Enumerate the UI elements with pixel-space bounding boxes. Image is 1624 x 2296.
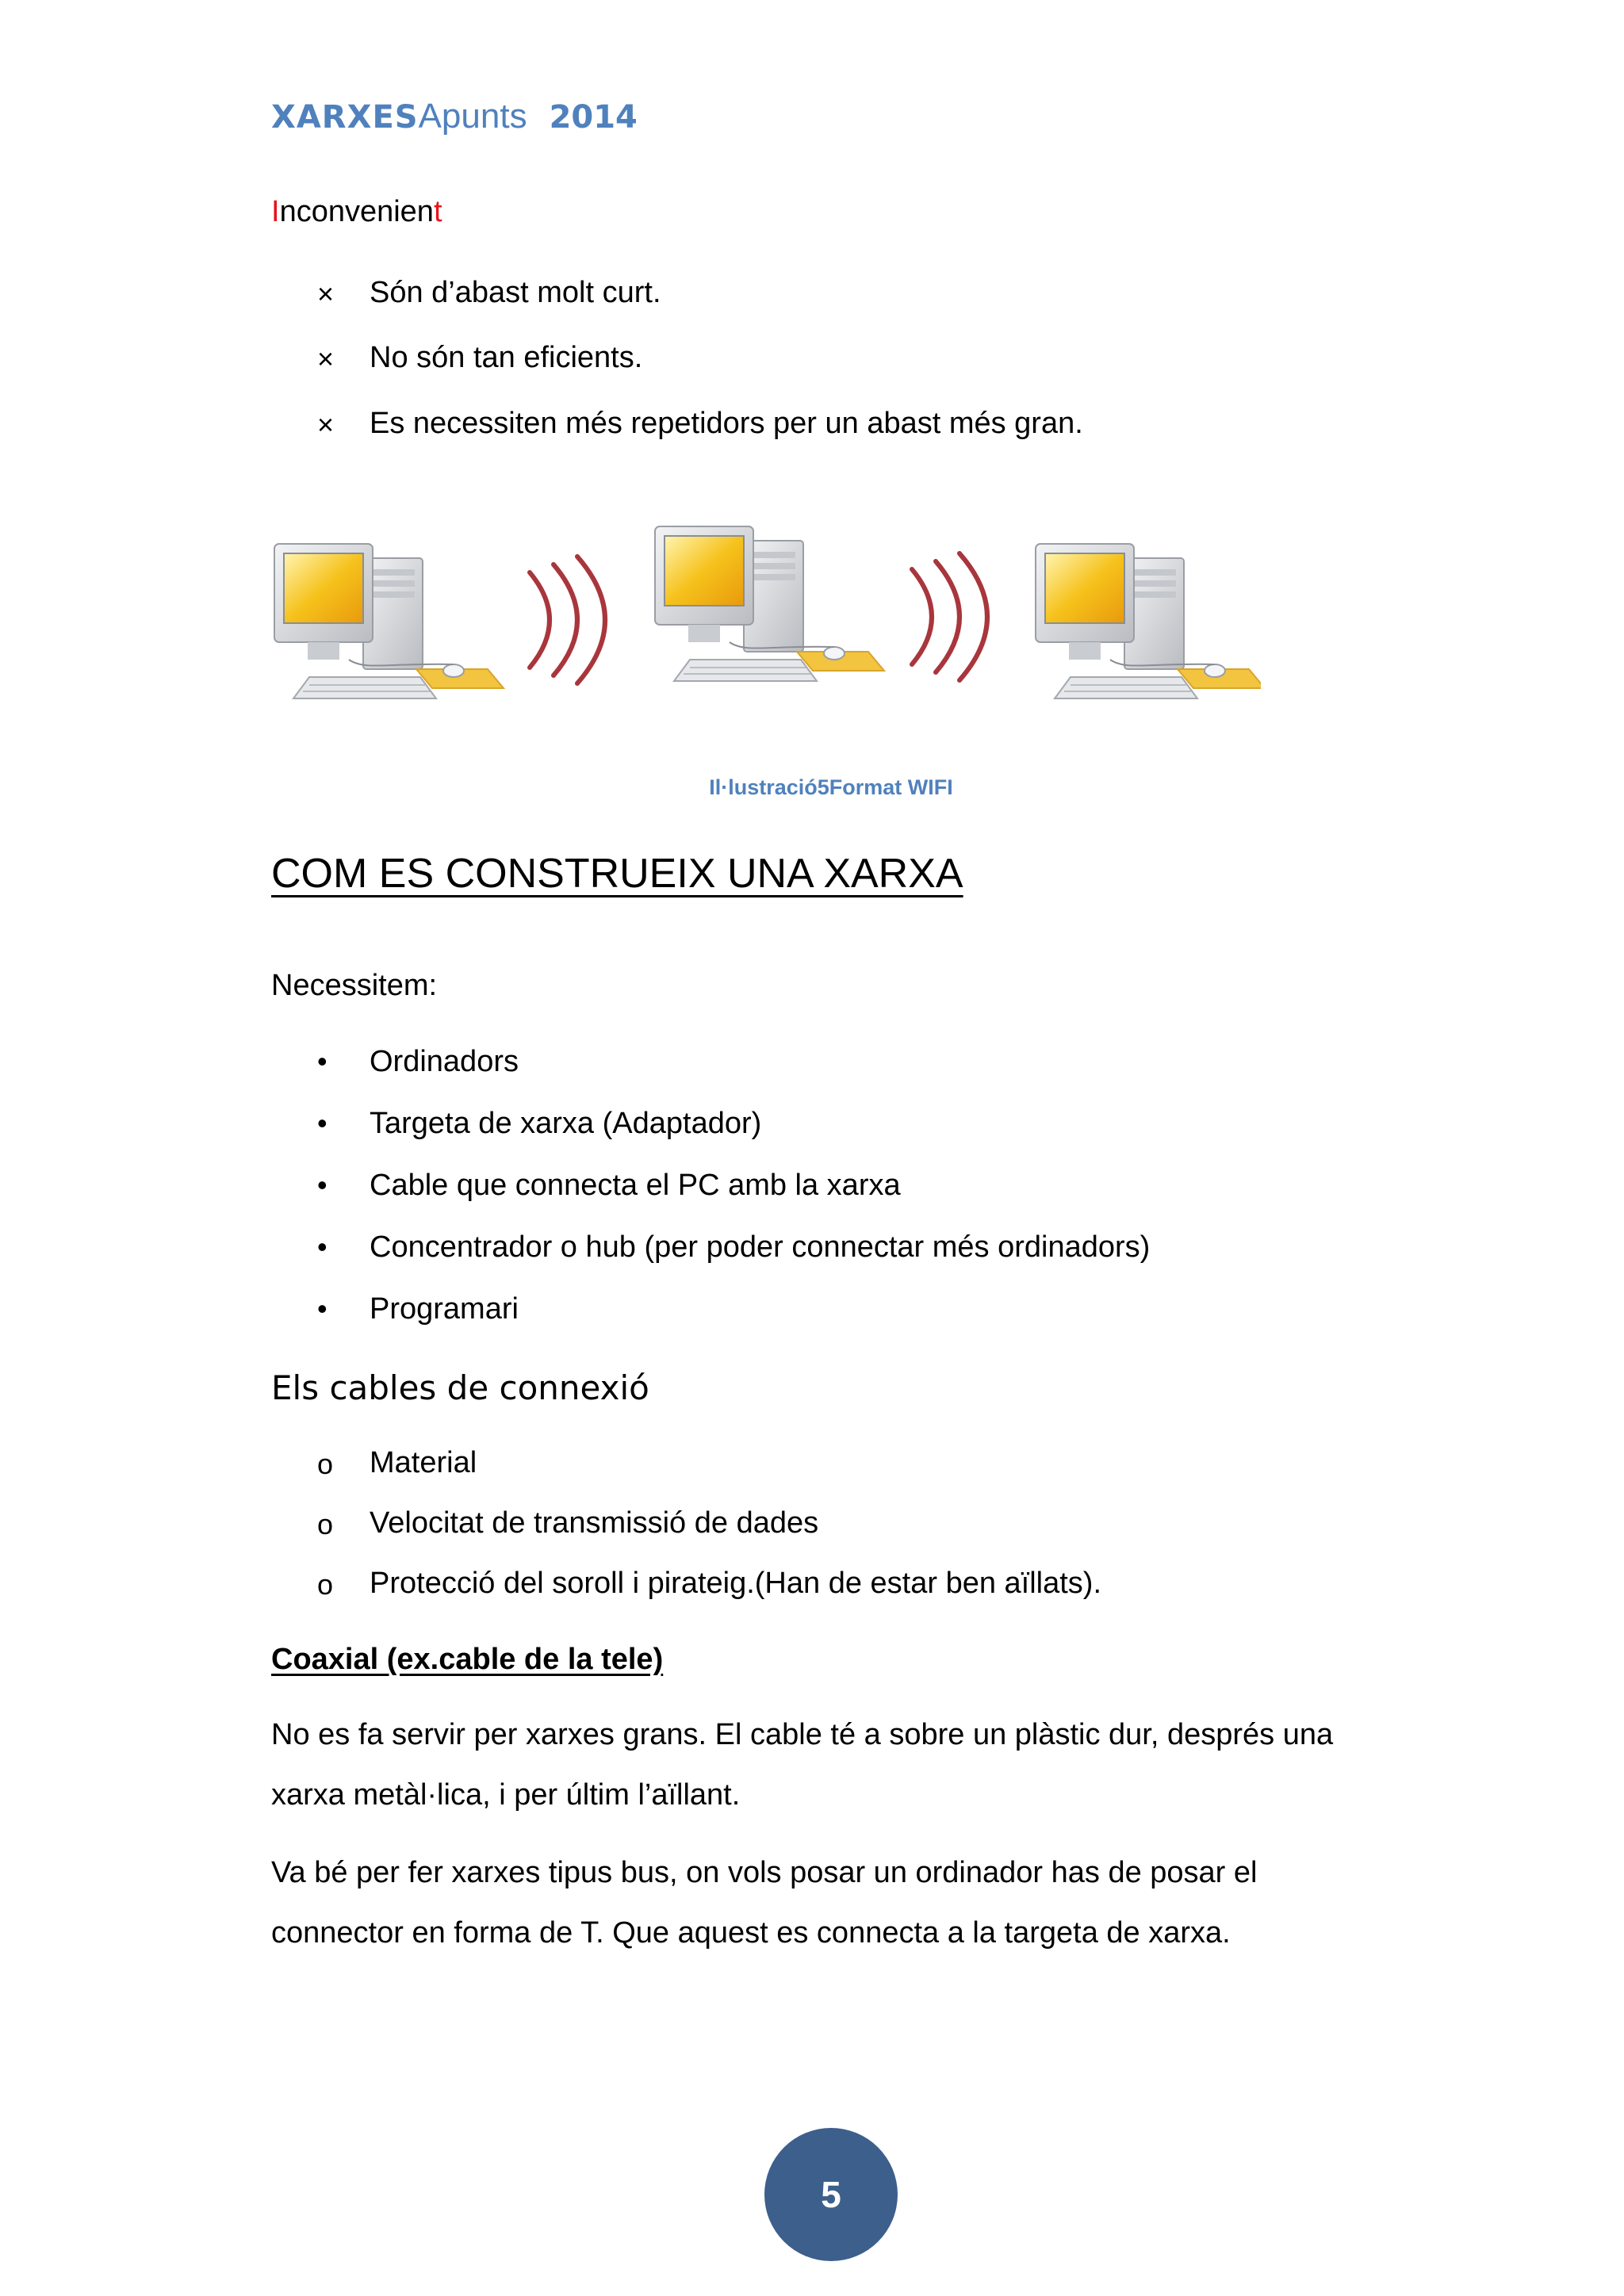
bullet-icon: • [317,1292,327,1325]
document-header [271,97,638,141]
cons-item: Són d’abast molt curt. [370,276,661,309]
bullet-icon: • [317,1045,327,1077]
page-number: 5 [764,2128,898,2261]
header-year: 2014 [549,99,638,136]
computer-icon [1036,544,1261,698]
need-item: Ordinadors [370,1045,519,1078]
need-item: Concentrador o hub (per poder connectar més ordinadors) [370,1230,1151,1264]
need-item: Programari [370,1292,519,1326]
need-item: Cable que connecta el PC amb la xarxa [370,1169,901,1202]
need-item: Targeta de xarxa (Adaptador) [370,1107,762,1140]
cables-item: Material [370,1446,477,1479]
wifi-waves-icon [530,557,605,683]
wifi-illustration [270,515,1261,706]
bullet-icon: • [317,1169,327,1201]
section-title: COM ES CONSTRUEIX UNA XARXA [271,851,963,897]
bullet-icon: • [317,1230,327,1263]
cables-item: Protecció del soroll i pirateig.(Han de estar ben aïllats). [370,1567,1102,1600]
need-intro: Necessitem: [271,969,438,1002]
cables-heading: Els cables de connexió [271,1368,649,1407]
header-title: XARXES [271,99,419,136]
circle-bullet-icon: o [317,1568,334,1601]
figure-caption: Il·lustració5Format WIFI [709,775,953,799]
bullet-icon: • [317,1107,327,1139]
cons-item: Es necessiten més repetidors per un abast més gran. [370,407,1083,440]
wifi-waves-icon [912,553,987,680]
coaxial-paragraph-1: No es fa servir per xarxes grans. El cable té a sobre un plàstic dur, després una xarxa metàl·lica, i per últim l’aïllant. [271,1718,1334,1812]
header-subtitle: Apunts [418,97,527,136]
x-mark-icon: × [317,342,335,375]
circle-bullet-icon: o [317,1448,334,1480]
cables-item: Velocitat de transmissió de dades [370,1506,819,1540]
x-mark-icon: × [317,408,335,441]
coaxial-paragraph-2: Va bé per fer xarxes tipus bus, on vols posar un ordinador has de posar el connector en forma de T. Que aquest es connecta a la targeta de xarxa. [271,1856,1258,1950]
computer-icon [274,544,504,698]
circle-bullet-icon: o [317,1508,334,1540]
coaxial-heading: Coaxial (ex.cable de la tele) [271,1643,664,1676]
cons-item: No són tan eficients. [370,341,643,374]
inconvenient-heading: Inconvenient [271,195,442,228]
x-mark-icon: × [317,277,335,310]
computer-icon [655,526,884,681]
